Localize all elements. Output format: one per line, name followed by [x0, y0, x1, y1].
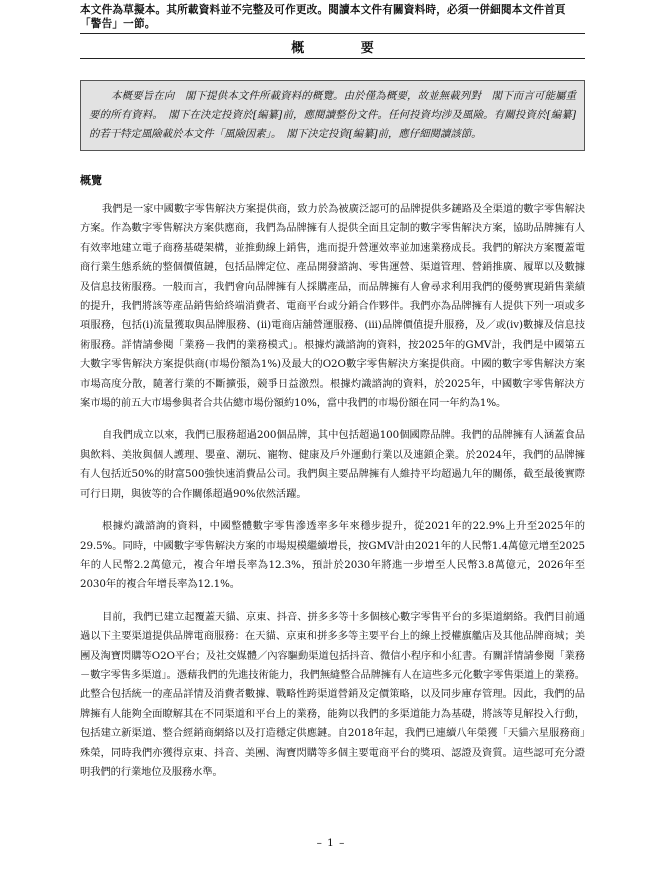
paragraph: 自我們成立以來，我們已服務超過200個品牌，其中包括超過100個國際品牌。我們的品牌擁有人涵蓋食品與飲料、美妝與個人護理、嬰童、潮玩、寵物、健康及戶外運動行業以及連鎖企業。於2024年，我們的品牌擁有人包括近50%的財富500強快速消費品公司。我們與主要品牌擁有人維持平均超過九年的關係，截至最後實際可行日期，與彼等的合作關係超過90%依然活躍。 — [80, 429, 585, 500]
paragraph: 根據灼識諮詢的資料，中國整體數字零售滲透率多年來穩步提升，從2021年的22.9%上升至2025年的29.5%。同時，中國數字零售解決方案的市場規模繼續增長，按GMV計由2021年的人民幣1.4萬億元增至2025年的人民幣2.2萬億元，複合年增長率為12.3%，預計於2030年將進一步增至人民幣3.8萬億元，2026年至2030年的複合年增長率為12.1%。 — [80, 520, 585, 591]
warning-box: 本概要旨在向 閣下提供本文件所載資料的概覽。由於僅為概要，故並無載列對 閣下而言可能屬重要的所有資料。 閣下在決定投資於[編纂]前，應閱讀整份文件。任何投資均涉及風險。有關投資於[編纂]的若干特定風險載於本文件「風險因素」。 閣下決定投資[編纂]前，應仔細閱讀該節。 — [80, 80, 585, 151]
paragraph: 我們是一家中國數字零售解決方案提供商，致力於為被廣泛認可的品牌提供多鏈路及全渠道的數字零售解決方案。作為數字零售解決方案供應商，我們為品牌擁有人提供全面且定制的數字零售解決方案，協助品牌擁有人有效率地建立電子商務基礎架構，並推動線上銷售，進而提升營運效率並加速業務成長。我們的解決方案覆蓋電商行業生態系統的整個價值鏈，包括品牌定位、產品開發諮詢、零售運營、渠道管理、營銷推廣、履單以及數據及信息技術服務。一般而言，我們會向品牌擁有人採購產品，而品牌擁有人會尋求利用我們的優勢實現銷售業績的提升，我們將該等產品銷售給終端消費者、電商平台或分銷合作夥伴。我們亦為品牌擁有人提供下列一項或多項服務，包括(i)流量獲取與品牌服務、(ii)電商店舖營運服務、(iii)品牌價值提升服務，及／或(iv)數據及信息技術服務。詳情請參閱「業務－我們的業務模式」。根據灼識諮詢的資料，按2025年的GMV計，我們是中國第五大數字零售解決方案提供商(市場份額為1%)及最大的O2O數字零售解決方案提供商。中國的數字零售解決方案市場高度分散，隨著行業的不斷擴張，競爭日益激烈。根據灼識諮詢的資料，於2025年，中國數字零售解決方案市場的前五大市場參與者合共佔總市場份額約10%，當中我們的市場份額在同一年約為1%。 — [80, 203, 585, 410]
title-rule — [80, 58, 585, 59]
body-text — [80, 200, 585, 795]
page-title: 概 要 — [291, 41, 400, 56]
draft-notice: 本文件為草擬本。其所載資料並不完整及可作更改。閱讀本文件有關資料時，必須一併細閱本文件首頁「警告」一節。 — [80, 3, 585, 34]
paragraph: 目前，我們已建立起覆蓋天貓、京東、抖音、拼多多等十多個核心數字零售平台的多渠道網絡。我們目前通過以下主要渠道提供品牌電商服務：在天貓、京東和拼多多等主要平台上的線上授權旗艦店及其他品牌商城；美團及淘寶閃購等O2O平台；及社交媒體／內容驅動渠道包括抖音、微信小程序和小紅書。有關詳情請參閱「業務－數字零售多渠道」。憑藉我們的先進技術能力，我們無縫整合品牌擁有人在這些多元化數字零售渠道上的業務。此整合包括統一的產品詳情及消費者數據、戰略性跨渠道營銷及定價策略，以及同步庫存管理。因此，我們的品牌擁有人能夠全面瞭解其在不同渠道和平台上的業務，能夠以我們的多渠道能力為基礎，將該等見解投入行動，包括建立新渠道、整合經銷商網絡以及打造穩定供應鏈。自2018年起，我們已連續八年榮獲「天貓六星服務商」殊榮，同時我們亦獲得京東、抖音、美團、淘寶閃購等多個主要電商平台的獎項、認證及資質。這些認可充分證明我們的行業地位及服務水準。 — [80, 610, 585, 778]
page-number: – 1 – — [316, 837, 346, 849]
section-heading: 概覽 — [80, 174, 102, 187]
